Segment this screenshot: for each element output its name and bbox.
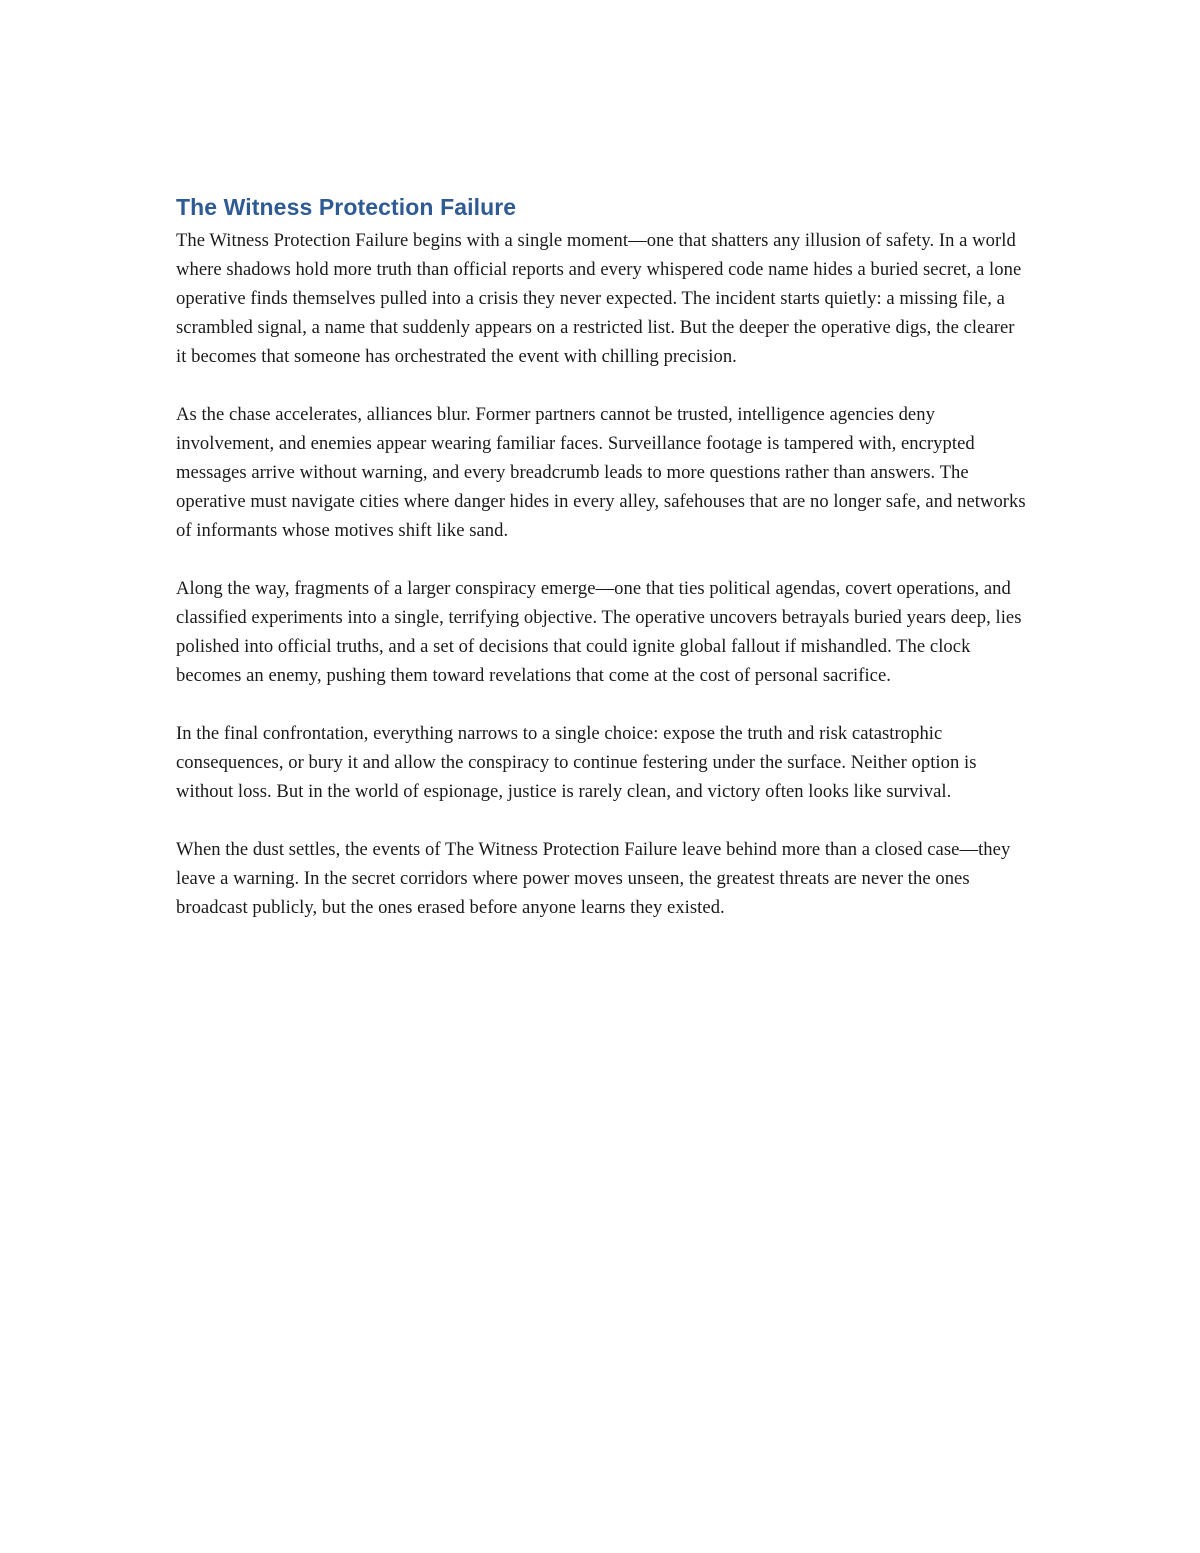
paragraph-3: Along the way, fragments of a larger conspiracy emerge—one that ties political agendas, covert operations, and classified experiments into a single, terrifying objective. The operative uncovers betrayals buried years deep, lies polished into official truths, and a set of decisions that could ignite global fallout if mishandled. The clock becomes an enemy, pushing them toward revelations that come at the cost of personal sacrifice. xyxy=(176,578,1022,686)
document-body xyxy=(176,192,1028,922)
paragraph-5: When the dust settles, the events of The Witness Protection Failure leave behind more than a closed case—they leave a warning. In the secret corridors where power moves unseen, the greatest threats are never the ones broadcast publicly, but the ones erased before anyone learns they existed. xyxy=(176,839,1011,918)
paragraph-2: As the chase accelerates, alliances blur. Former partners cannot be trusted, intelligence agencies deny involvement, and enemies appear wearing familiar faces. Surveillance footage is tampered with, encrypted messages arrive without warning, and every breadcrumb leads to more questions rather than answers. The operative must navigate cities where danger hides in every alley, safehouses that are no longer safe, and networks of informants whose motives shift like sand. xyxy=(176,404,1026,541)
paragraph-4: In the final confrontation, everything narrows to a single choice: expose the truth and risk catastrophic consequences, or bury it and allow the conspiracy to continue festering under the surface. Neither option is without loss. But in the world of espionage, justice is rarely clean, and victory often looks like survival. xyxy=(176,723,977,802)
document-title: The Witness Protection Failure xyxy=(176,194,517,220)
paragraph-1: The Witness Protection Failure begins with a single moment—one that shatters any illusion of safety. In a world where shadows hold more truth than official reports and every whispered code name hides a buried secret, a lone operative finds themselves pulled into a crisis they never expected. The incident starts quietly: a missing file, a scrambled signal, a name that suddenly appears on a restricted list. But the deeper the operative digs, the clearer it becomes that someone has orchestrated the event with chilling precision. xyxy=(176,230,1022,367)
